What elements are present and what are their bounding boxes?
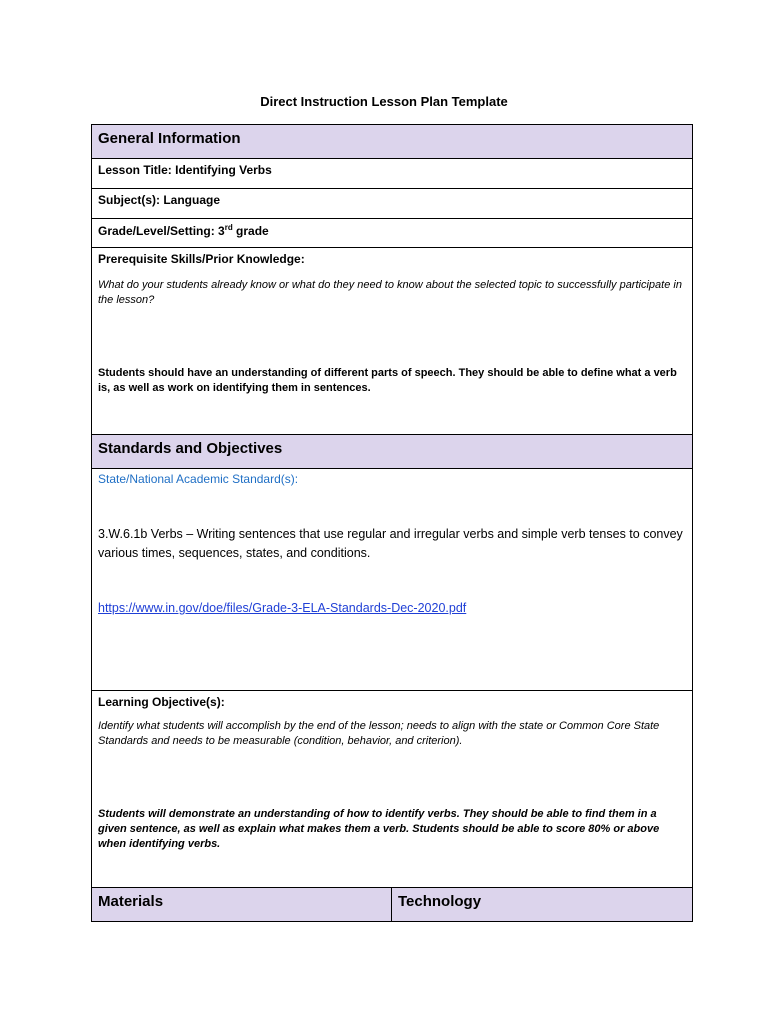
lesson-title-row xyxy=(92,159,693,189)
grade-suffix: grade xyxy=(232,224,269,238)
standards-objectives-heading: Standards and Objectives xyxy=(98,440,283,457)
grade-field xyxy=(98,219,686,238)
lesson-plan-table xyxy=(91,124,693,922)
lesson-title-field: Lesson Title: Identifying Verbs xyxy=(98,163,272,177)
subjects-row xyxy=(92,189,693,219)
learning-objective-answer: Students will demonstrate an understanding of how to identify verbs. They should be able to find them in a given sentence, as well as explain what makes them a verb. Students should be able to score 80% or above when identifying verbs. xyxy=(98,808,660,850)
prerequisite-answer: Students should have an understanding of different parts of speech. They should be able to define what a verb is, as well as work on identifying them in sentences. xyxy=(98,367,677,394)
subjects-field: Subject(s): Language xyxy=(98,193,221,207)
standards-pdf-link[interactable]: https://www.in.gov/doe/files/Grade-3-ELA-Standards-Dec-2020.pdf xyxy=(98,601,467,615)
standards-header-row xyxy=(92,435,693,469)
grade-superscript: rd xyxy=(224,223,233,232)
grade-row xyxy=(92,219,693,248)
prerequisite-prompt: What do your students already know or what do they need to know about the selected topic to successfully participate in the lesson? xyxy=(98,279,682,306)
document-title: Direct Instruction Lesson Plan Template xyxy=(260,94,508,109)
learning-objective-row xyxy=(92,691,693,888)
materials-heading: Materials xyxy=(98,893,164,910)
standards-row xyxy=(92,469,693,691)
technology-heading: Technology xyxy=(398,893,482,910)
standard-label: State/National Academic Standard(s): xyxy=(98,472,299,486)
grade-prefix: Grade/Level/Setting: 3 xyxy=(98,224,225,238)
general-information-heading: General Information xyxy=(98,130,241,147)
prerequisite-row xyxy=(92,248,693,435)
learning-objective-label: Learning Objective(s): xyxy=(98,695,225,709)
learning-objective-prompt: Identify what students will accomplish by the end of the lesson; needs to align with the state or Common Core State Standards and needs to be measurable (condition, behavior, and criterion). xyxy=(98,720,660,747)
prerequisite-label: Prerequisite Skills/Prior Knowledge: xyxy=(98,252,305,266)
standard-text: 3.W.6.1b Verbs – Writing sentences that use regular and irregular verbs and simple verb tenses to convey various times, sequences, states, and conditions. xyxy=(98,527,683,560)
general-information-header-row xyxy=(92,125,693,159)
materials-technology-row xyxy=(92,888,693,922)
